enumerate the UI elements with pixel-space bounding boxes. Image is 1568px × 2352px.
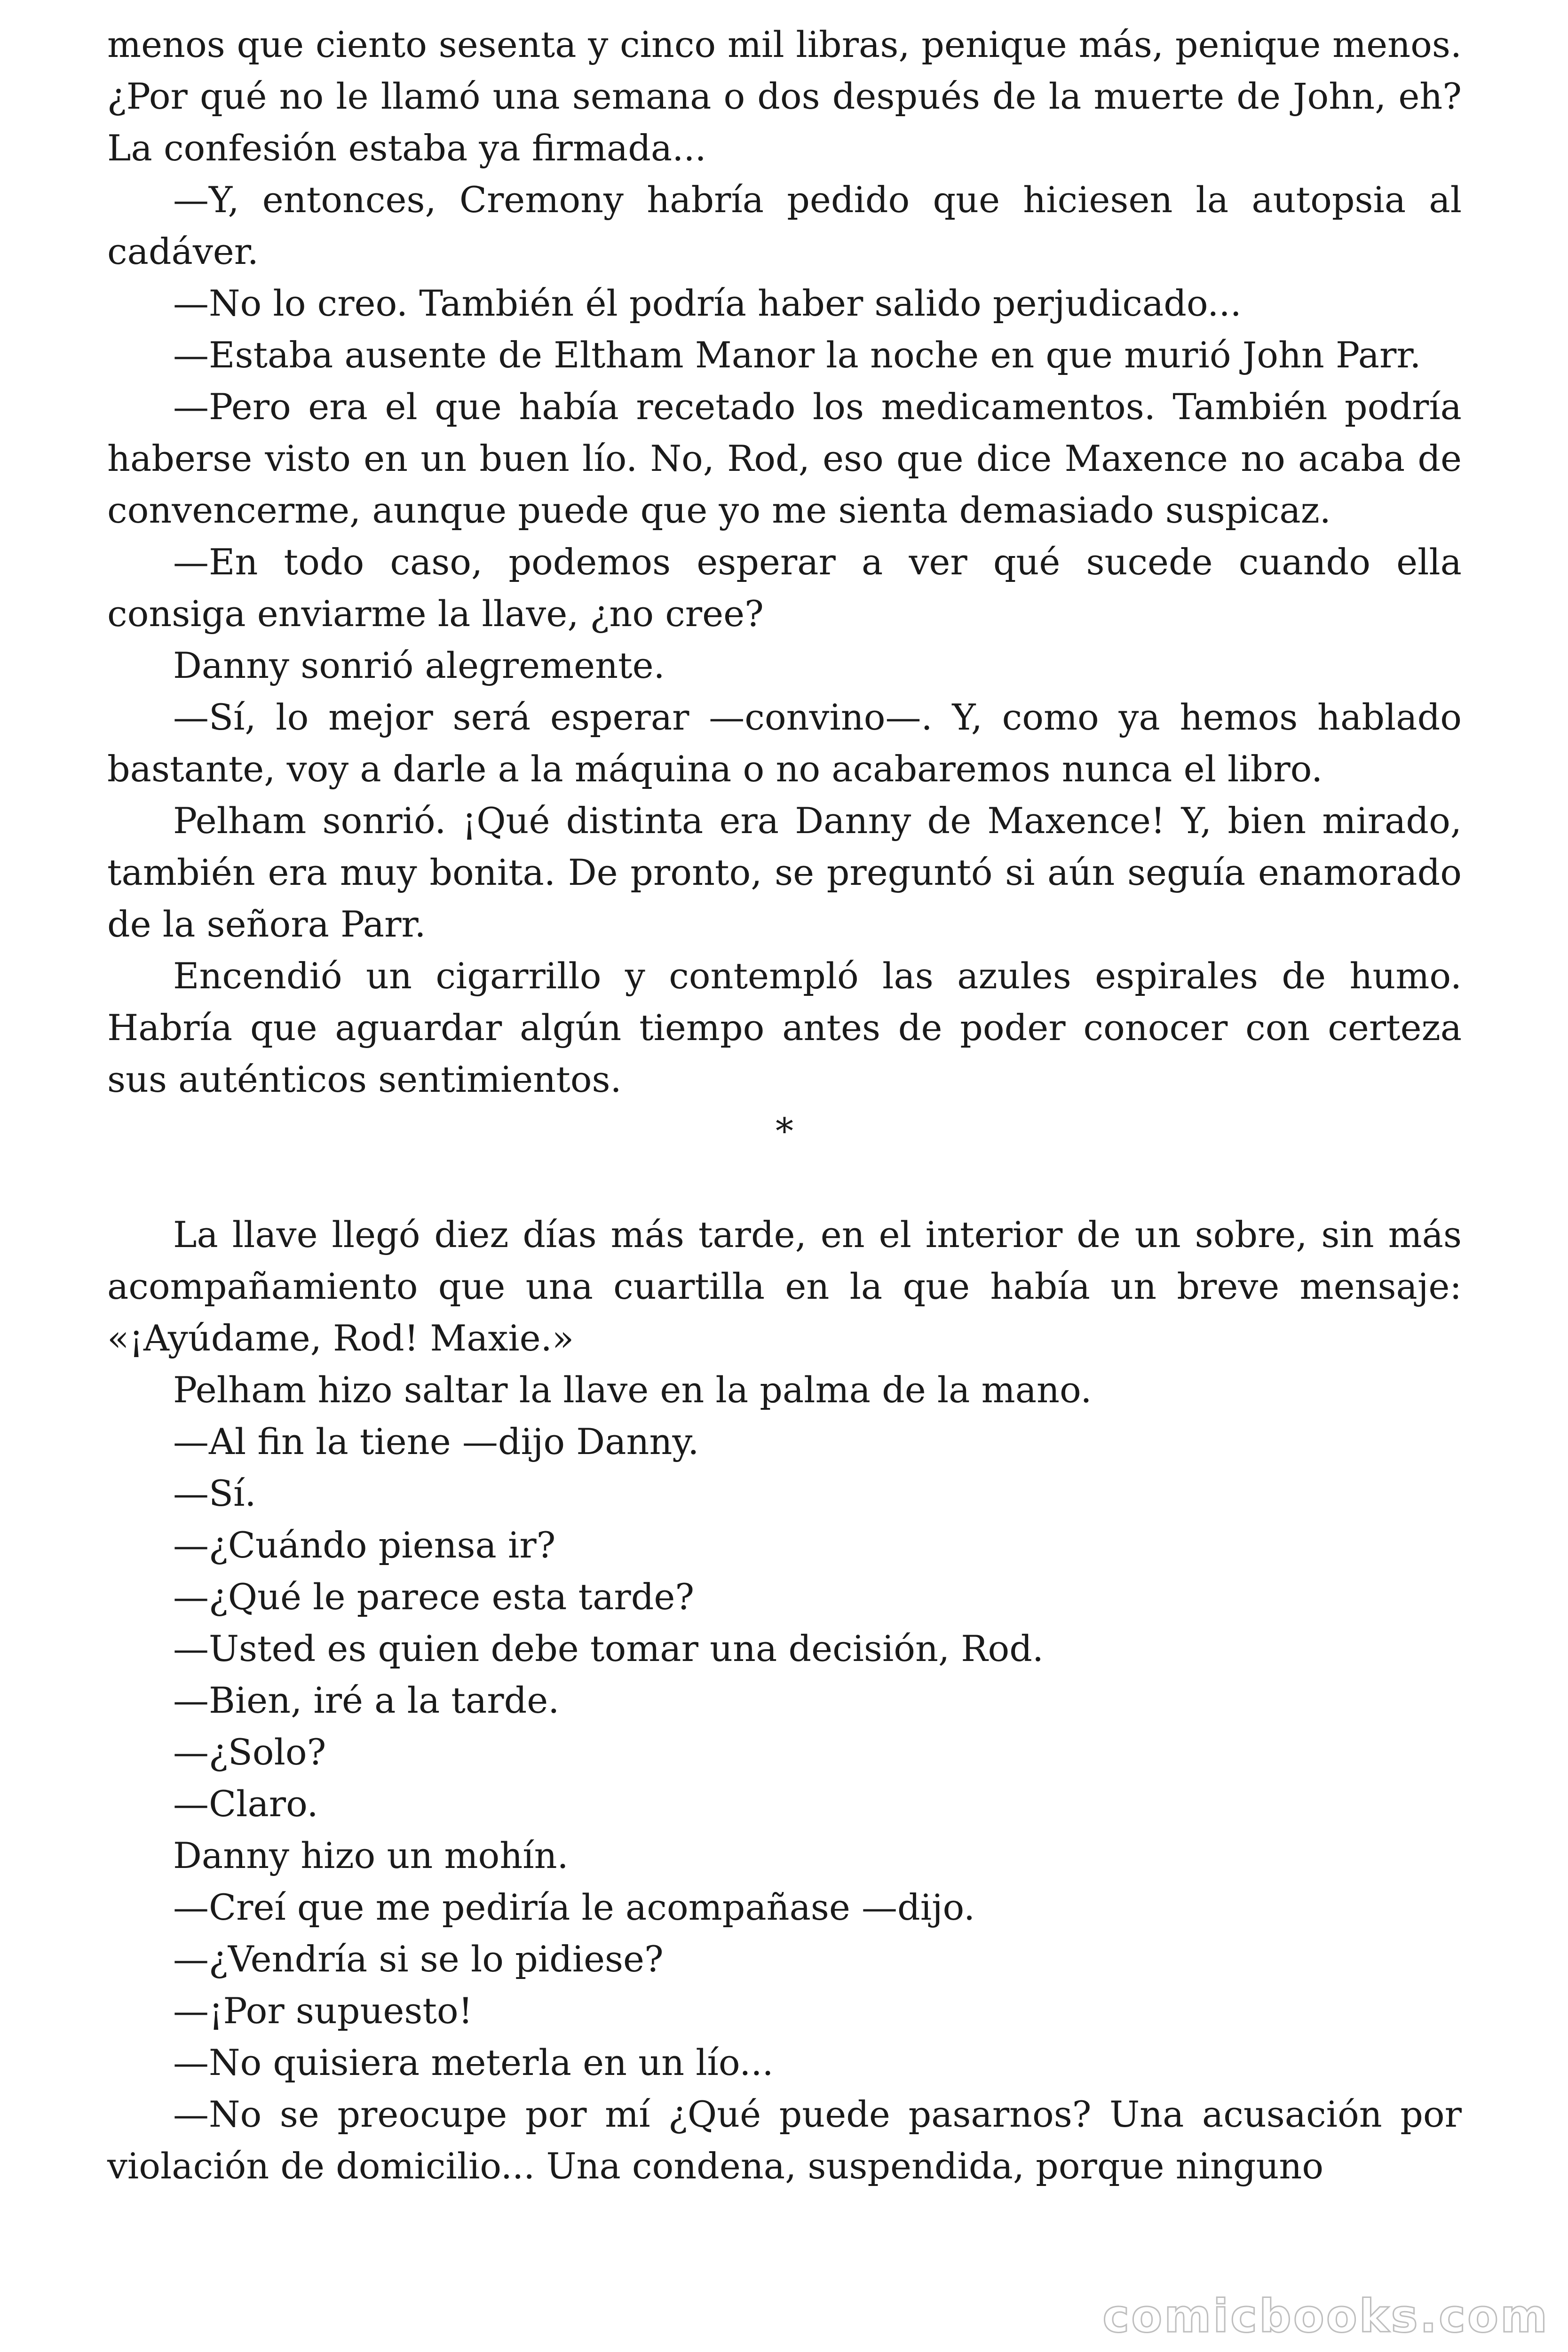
paragraph: —Pero era el que había recetado los medicamentos. También podría haberse visto en un buen lío. No, Rod, eso que dice Maxence no acaba de convencerme, aunque puede que yo me sienta demasiado suspicaz. [107,386,1462,531]
paragraph: —No lo creo. También él podría haber salido perjudicado... [173,282,1242,324]
watermark-logo: comicbooks.com [1102,2290,1549,2343]
paragraph: —Bien, iré a la tarde. [173,1679,560,1721]
paragraph: —Al fin la tiene —dijo Danny. [173,1421,699,1462]
section-separator: * [776,1110,793,1152]
paragraph: —Usted es quien debe tomar una decisión, Rod. [173,1628,1044,1669]
paragraph: —Sí, lo mejor será esperar —convino—. Y, como ya hemos hablado bastante, voy a darle a la máquina o no acabaremos nunca el libro. [107,696,1462,790]
paragraph: —En todo caso, podemos esperar a ver qué sucede cuando ella consiga enviarme la llave, ¿no cree? [107,541,1462,635]
paragraph: Danny sonrió alegremente. [173,644,665,686]
paragraph: —Claro. [173,1783,318,1825]
paragraph-continuation: menos que ciento sesenta y cinco mil libras, penique más, penique menos. ¿Por qué no le llamó una semana o dos después de la muerte de John, eh? La confesión estaba ya firmada... [107,24,1462,169]
paragraph: —Estaba ausente de Eltham Manor la noche en que murió John Parr. [173,334,1421,376]
paragraph: —Creí que me pediría le acompañase —dijo. [173,1886,975,1928]
paragraph: —¿Qué le parece esta tarde? [173,1576,695,1618]
paragraph: Encendió un cigarrillo y contempló las azules espirales de humo. Habría que aguardar algún tiempo antes de poder conocer con certeza sus auténticos sentimientos. [107,955,1462,1100]
paragraph: —¡Por supuesto! [173,1990,473,2032]
paragraph: —No quisiera meterla en un lío... [173,2042,774,2083]
paragraph: La llave llegó diez días más tarde, en el interior de un sobre, sin más acompañamiento que una cuartilla en la que había un breve mensaje: «¡Ayúdame, Rod! Maxie.» [107,1214,1462,1359]
paragraph: —Sí. [173,1472,256,1514]
paragraph: —¿Vendría si se lo pidiese? [173,1938,664,1980]
paragraph: Danny hizo un mohín. [173,1835,569,1876]
paragraph: —No se preocupe por mí ¿Qué puede pasarnos? Una acusación por violación de domicilio... Una condena, suspendida, porque ninguno [107,2093,1462,2187]
paragraph: —¿Cuándo piensa ir? [173,1524,556,1566]
book-page [107,19,1462,2192]
paragraph: —Y, entonces, Cremony habría pedido que hiciesen la autopsia al cadáver. [107,179,1462,272]
paragraph: Pelham hizo saltar la llave en la palma de la mano. [173,1369,1092,1411]
paragraph: —¿Solo? [173,1731,326,1773]
paragraph: Pelham sonrió. ¡Qué distinta era Danny de Maxence! Y, bien mirado, también era muy bonita. De pronto, se preguntó si aún seguía enamorado de la señora Parr. [107,800,1462,945]
